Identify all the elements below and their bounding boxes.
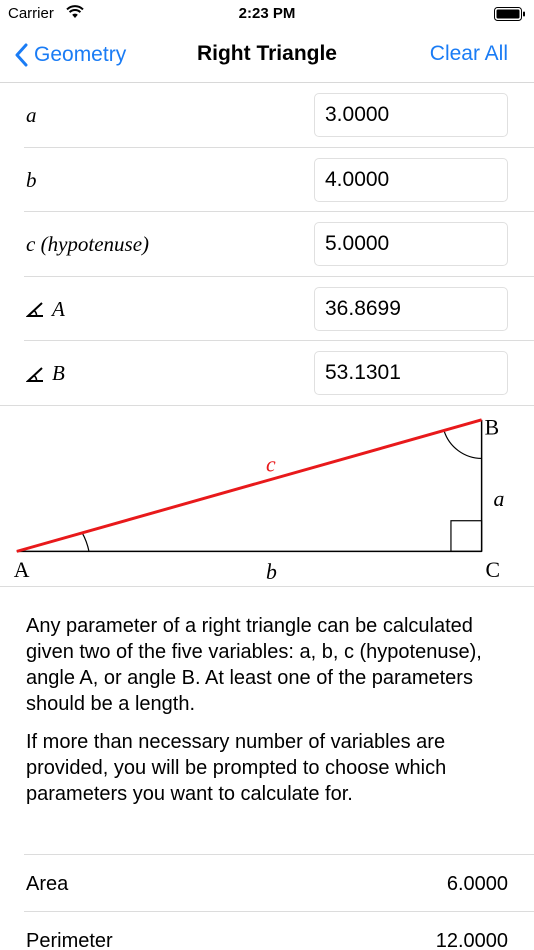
input-label-text: B	[52, 361, 65, 385]
angle-icon	[26, 365, 44, 383]
triangle-diagram	[0, 405, 534, 587]
vertex-b-label: B	[484, 415, 500, 440]
battery-icon	[494, 7, 526, 21]
vertex-a-label: A	[13, 558, 30, 583]
input-label-text: A	[52, 296, 65, 321]
description	[26, 613, 516, 819]
result-row-perimeter	[24, 911, 534, 950]
result-value: 6.0000	[446, 873, 508, 895]
right-angle-marker	[451, 521, 482, 552]
input-list	[0, 83, 534, 406]
input-label-c	[26, 232, 149, 257]
clear-all-button[interactable]: Clear All	[429, 42, 508, 65]
page-title: Right Triangle	[196, 42, 337, 65]
side-c-label: c	[266, 452, 276, 477]
input-label-text: a	[26, 103, 37, 127]
side-b-field[interactable]	[314, 158, 508, 202]
angle-icon	[26, 300, 44, 318]
description-paragraph: If more than necessary number of variables are provided, you will be prompted to choose which parameters you want to calculate for.	[26, 731, 447, 805]
hypotenuse-line	[17, 420, 482, 552]
input-label-angle-b	[26, 361, 65, 386]
angle-a-arc	[82, 533, 89, 552]
description-paragraph: Any parameter of a right triangle can be calculated given two of the five variables: a, b, c (hypotenuse), angle A, or angle B. At least one of the parameters should be a length.	[26, 615, 482, 715]
status-bar	[0, 0, 534, 30]
status-time: 2:23 PM	[238, 5, 296, 22]
side-a-field[interactable]	[314, 93, 508, 137]
result-label: Perimeter	[26, 930, 113, 950]
angle-a-field[interactable]	[314, 287, 508, 331]
carrier-label: Carrier	[8, 5, 54, 22]
navigation-bar	[0, 30, 534, 83]
hypotenuse-field[interactable]	[314, 222, 508, 266]
angle-b-field[interactable]	[314, 351, 508, 395]
side-a-label: a	[493, 486, 505, 511]
input-label-angle-a	[26, 297, 65, 322]
back-button-label: Geometry	[34, 43, 127, 66]
vertex-c-label: C	[485, 558, 501, 583]
input-row-b	[24, 148, 534, 213]
input-row-c	[24, 212, 534, 277]
result-value: 12.0000	[435, 930, 508, 950]
result-row-area	[24, 854, 534, 911]
input-row-angle-b	[24, 341, 534, 406]
input-label-text: b	[26, 167, 37, 192]
side-b-label: b	[266, 560, 277, 585]
input-row-angle-a	[24, 277, 534, 342]
result-label: Area	[26, 873, 69, 895]
input-row-a	[24, 83, 534, 148]
results-list	[0, 854, 534, 950]
angle-b-arc	[444, 431, 482, 459]
input-label-a	[26, 103, 37, 128]
input-label-b	[26, 168, 37, 193]
input-label-text: c (hypotenuse)	[26, 232, 150, 256]
